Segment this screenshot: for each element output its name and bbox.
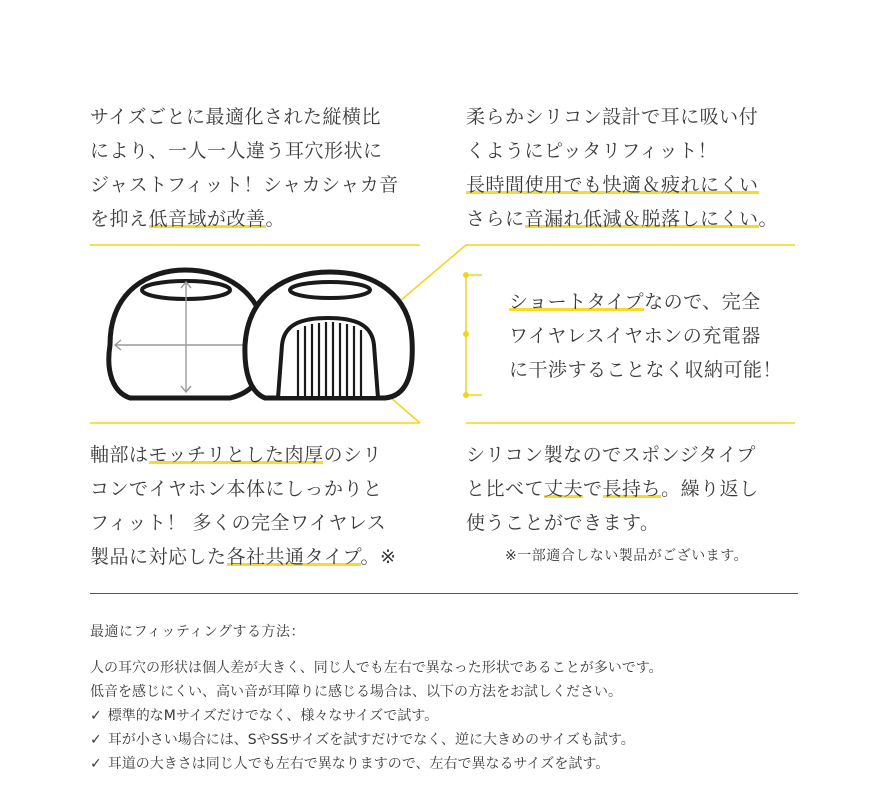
- text-segment: 軸部は: [90, 444, 149, 466]
- feature-short-type: [509, 285, 782, 387]
- text-line: ワイヤレスイヤホンの充電器: [509, 325, 761, 347]
- guide-dot: [463, 392, 469, 398]
- highlight-text: 長持ち: [602, 478, 662, 500]
- tip-text: 標準的なMサイズだけでなく、様々なサイズで試す。: [107, 708, 439, 724]
- highlight-text: 各社共通タイプ: [226, 546, 361, 568]
- text-line: フィット！ 多くの完全ワイヤレス: [90, 512, 387, 534]
- text-line: 使うことができます。: [466, 512, 660, 534]
- fitting-tip: [90, 728, 663, 752]
- text-segment: 。※: [360, 546, 397, 568]
- text-line: により、一人一人違う耳穴形状に: [90, 140, 383, 162]
- text-segment: 。繰り返し: [661, 478, 759, 500]
- text-segment: なので、完全: [644, 291, 761, 313]
- text-segment: で: [583, 478, 603, 500]
- check-icon: ✓: [90, 756, 102, 772]
- check-icon: ✓: [90, 708, 102, 724]
- feature-thick-shaft: [90, 438, 396, 574]
- tip-text: 耳が小さい場合には、SやSSサイズを試すだけでなく、逆に大きめのサイズも試す。: [107, 732, 635, 748]
- highlight-text: ショートタイプ: [509, 291, 645, 313]
- text-line: [466, 202, 778, 236]
- text-line: サイズごとに最適化された縦横比: [90, 106, 381, 128]
- eartip-right: [245, 272, 412, 398]
- text-segment: 。: [758, 208, 779, 230]
- highlight-text: モッチリとした肉厚: [148, 444, 324, 466]
- text-line: [90, 438, 396, 472]
- text-segment: と比べて: [466, 478, 545, 500]
- text-segment: 。: [265, 208, 286, 230]
- compatibility-note: ※一部適合しない製品がございます。: [505, 548, 749, 564]
- text-line: [90, 202, 399, 236]
- text-line: [466, 472, 759, 506]
- text-line: [466, 168, 778, 202]
- guide-dot: [463, 272, 469, 278]
- highlight-text: 長時間使用でも快適＆疲れにくい: [466, 174, 759, 196]
- text-segment: のシリ: [323, 444, 382, 466]
- text-line: 柔らかシリコン設計で耳に吸い付: [466, 106, 759, 128]
- fitting-intro: 低音を感じにくい、高い音が耳障りに感じる場合は、以下の方法をお試しください。: [90, 684, 622, 700]
- text-line: [509, 285, 782, 319]
- fitting-guide: [90, 620, 663, 776]
- feature-soft-silicone: [466, 100, 778, 236]
- text-line: ジャストフィット！シャカシャカ音: [90, 174, 399, 196]
- guide-dot: [463, 331, 469, 337]
- text-line: に干渉することなく収納可能！: [509, 359, 783, 381]
- fitting-intro: 人の耳穴の形状は個人差が大きく、同じ人でも左右で異なった形状であることが多いです。: [90, 660, 663, 676]
- section-divider: [90, 593, 798, 594]
- fitting-title: 最適にフィッティングする方法：: [90, 624, 305, 640]
- fitting-tip: [90, 704, 663, 728]
- highlight-text: 丈夫: [544, 478, 584, 500]
- text-segment: 製品に対応した: [90, 546, 227, 568]
- feature-durable: [466, 438, 759, 540]
- text-line: シリコン製なのでスポンジタイプ: [466, 444, 756, 466]
- eartip-left: [109, 270, 266, 398]
- check-icon: ✓: [90, 732, 102, 748]
- highlight-text: 低音域が改善: [148, 208, 266, 230]
- text-segment: を抑え: [90, 208, 149, 230]
- text-line: [90, 540, 396, 574]
- highlight-text: 音漏れ低減＆脱落しにくい: [524, 208, 759, 230]
- feature-aspect-ratio: [90, 100, 399, 236]
- text-line: コンでイヤホン本体にしっかりと: [90, 478, 383, 500]
- text-segment: さらに: [466, 208, 525, 230]
- fitting-tip: [90, 752, 663, 776]
- tip-text: 耳道の大きさは同じ人でも左右で異なりますので、左右で異なるサイズを試す。: [107, 756, 610, 772]
- text-line: くようにピッタリフィット！: [466, 140, 718, 162]
